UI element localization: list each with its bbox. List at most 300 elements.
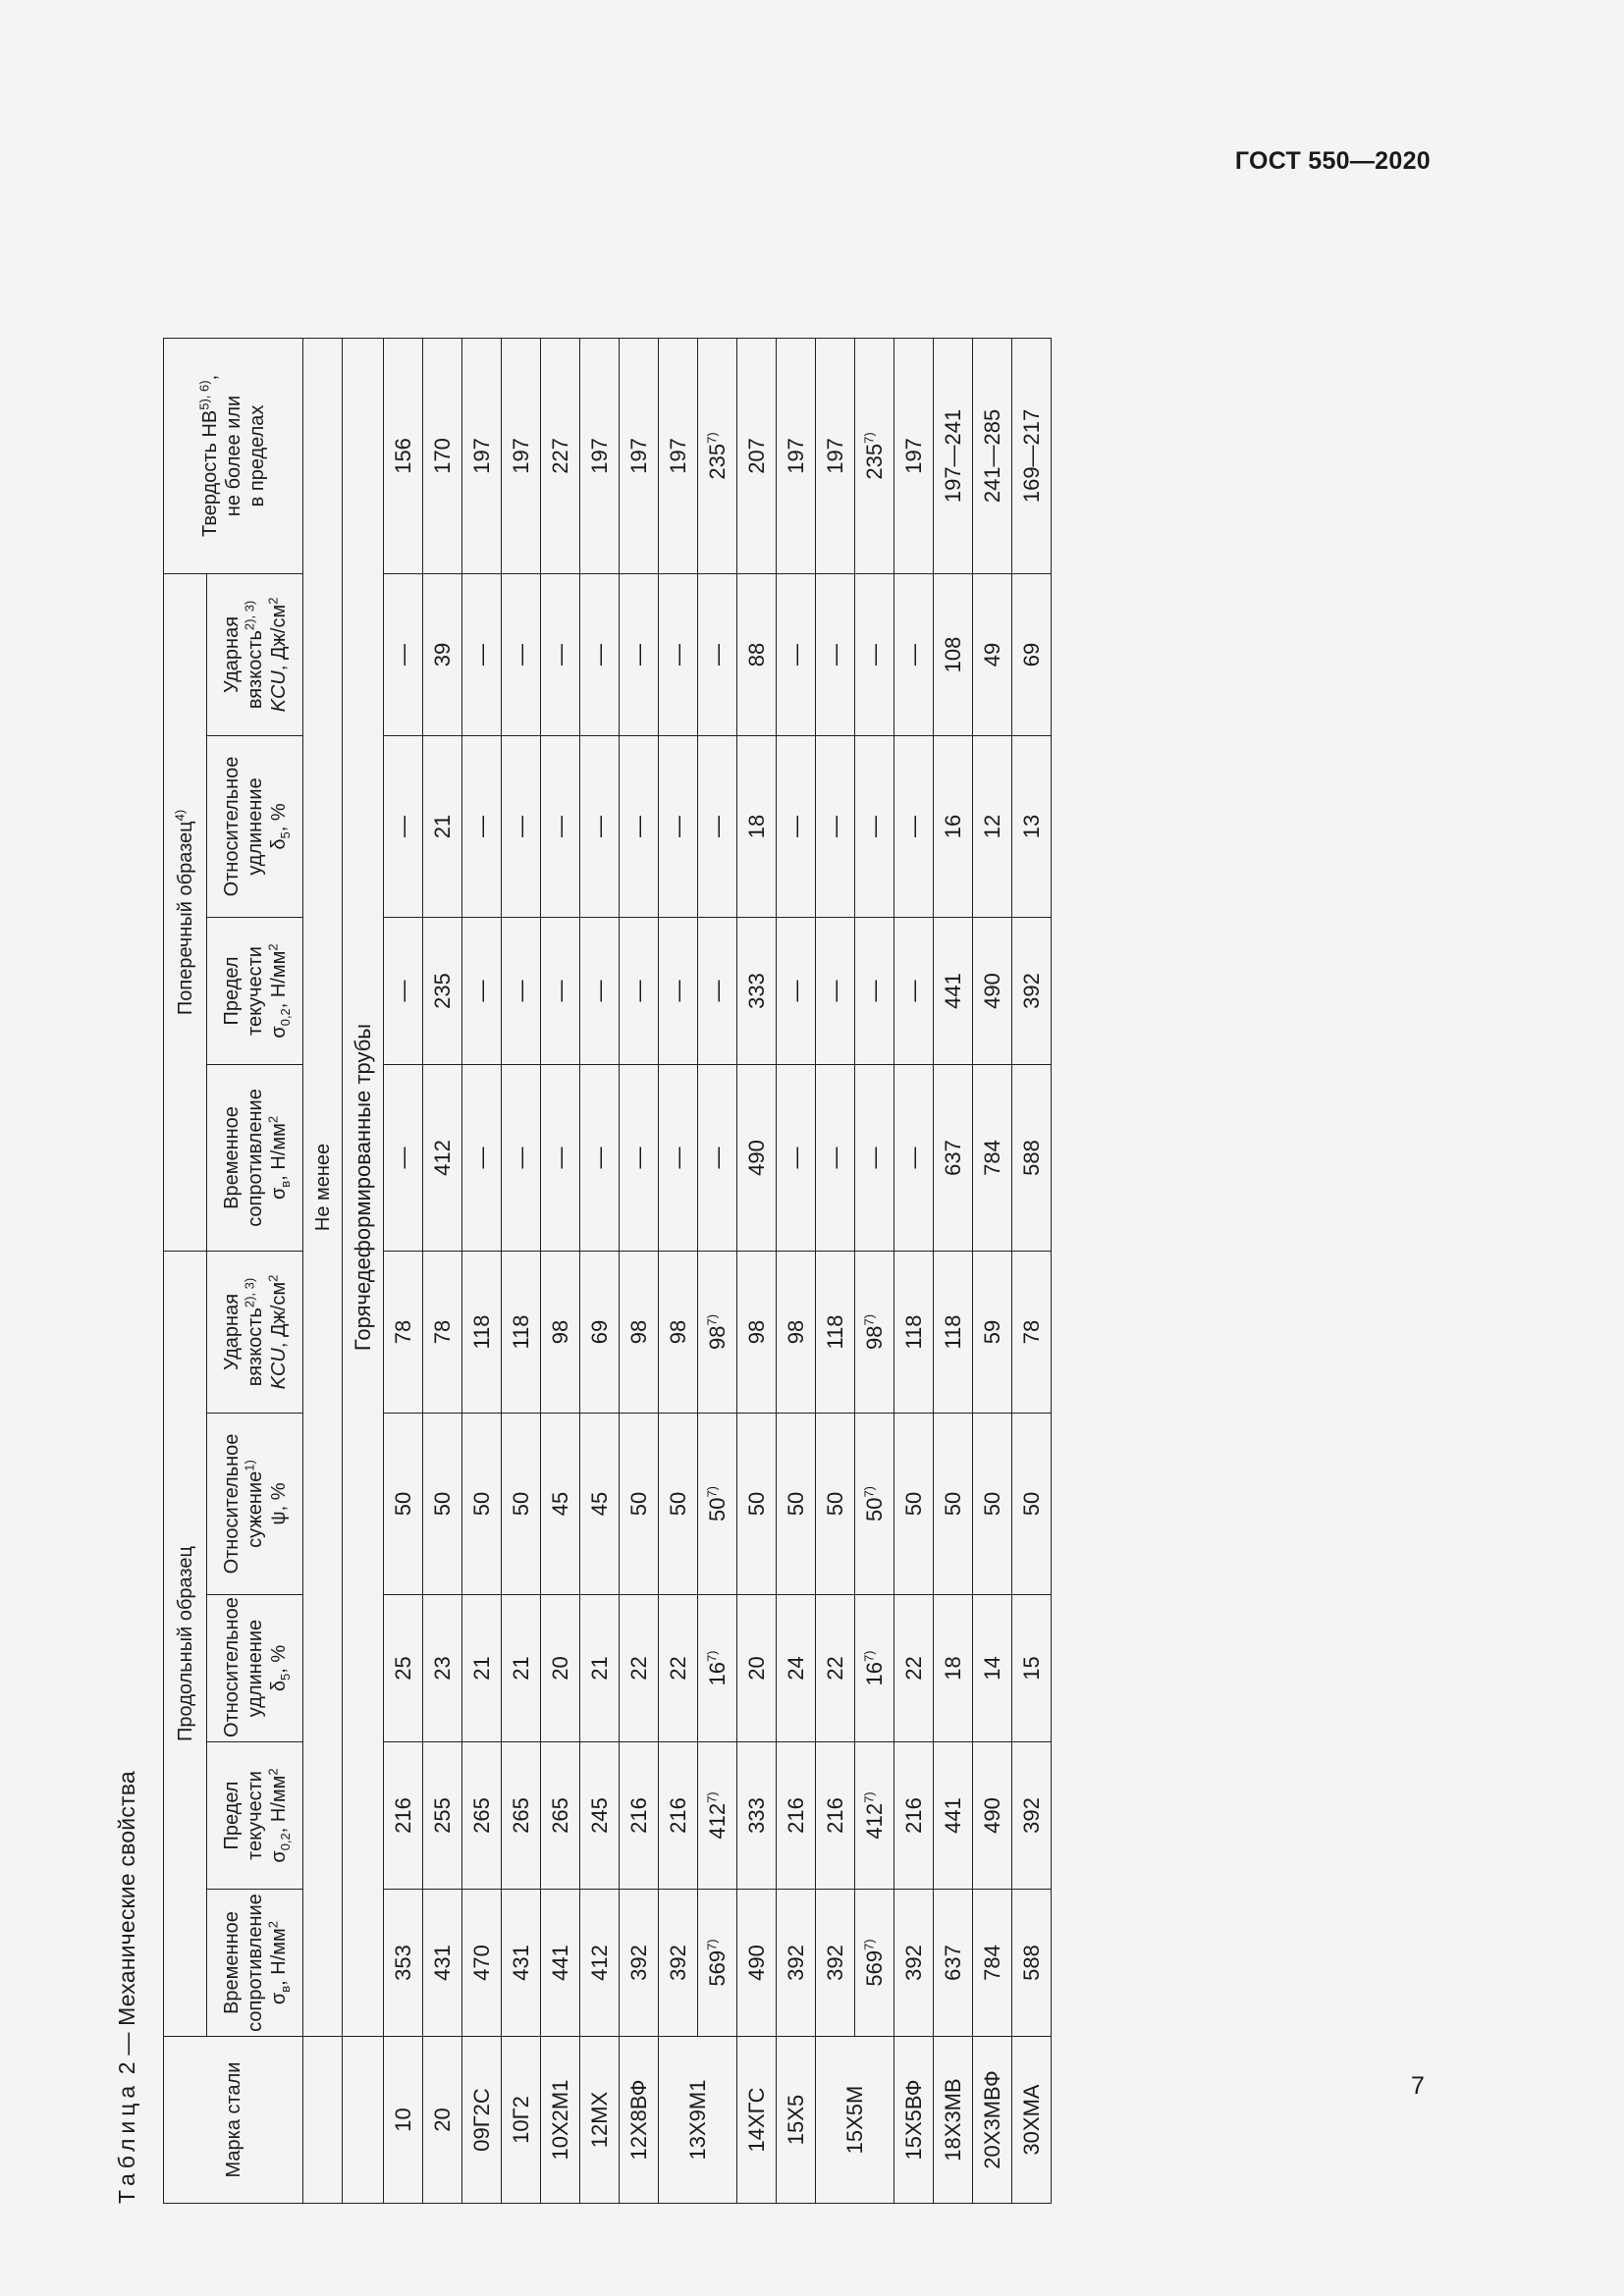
value-cell-l-ts <box>659 1890 698 2037</box>
cell-value: 88 <box>743 642 769 667</box>
value-cell-l-el <box>620 1595 659 1742</box>
value-cell-l-ts <box>462 1890 502 2037</box>
footnote-marker: 7) <box>861 1485 877 1498</box>
value-cell-t-kcu <box>659 573 698 735</box>
cell-value: 353 <box>390 1945 415 1981</box>
value-cell-t-ts <box>423 1064 462 1251</box>
footnote-marker: 7) <box>861 1313 877 1326</box>
cell-value: 235 <box>429 973 455 1009</box>
value-cell-t-ts <box>462 1064 502 1251</box>
cell-value: 50 <box>900 1491 926 1517</box>
value-cell-l-ys <box>855 1742 894 1890</box>
value-cell-t-kcu <box>423 573 462 735</box>
cell-value: 50 <box>783 1491 808 1517</box>
cell-value: 98 <box>743 1319 769 1345</box>
cell-value: — <box>900 1147 926 1169</box>
value-cell-l-ts <box>423 1890 462 2037</box>
table-row <box>580 338 620 2203</box>
footnote-marker: 7) <box>861 1939 877 1950</box>
cell-value: 21 <box>586 1656 612 1681</box>
value-cell-l-ys <box>894 1742 934 1890</box>
footnote-marker: 7) <box>704 1485 720 1498</box>
cell-value: 392 <box>900 1945 926 1981</box>
value-cell-l-kcu <box>816 1251 855 1413</box>
value-cell-l-nr <box>384 1414 423 1595</box>
cell-value: — <box>390 643 415 666</box>
cell-value: 392 <box>822 1945 847 1981</box>
value-cell-t-el <box>1012 735 1052 917</box>
value-cell-l-el <box>462 1595 502 1742</box>
value-cell-l-el <box>698 1595 737 1742</box>
value-cell-l-el <box>894 1595 934 1742</box>
value-cell-l-nr <box>777 1414 816 1595</box>
value-cell-l-nr <box>541 1414 580 1595</box>
cell-value: 21 <box>429 814 455 839</box>
cell-value: 441 <box>940 973 965 1009</box>
cell-value: 169—217 <box>1018 408 1044 504</box>
value-cell-t-kcu <box>1012 573 1052 735</box>
cell-value: 14 <box>979 1656 1004 1681</box>
cell-value: 197 <box>822 438 847 474</box>
value-cell-hb <box>894 338 934 573</box>
value-cell-hb <box>462 338 502 573</box>
cell-value: 490 <box>979 1797 1004 1834</box>
table-row <box>384 338 423 2203</box>
cell-value: 50 <box>1018 1491 1044 1517</box>
cell-value: 98 <box>704 1325 730 1351</box>
value-cell-l-kcu <box>423 1251 462 1413</box>
cell-value: 265 <box>508 1797 533 1834</box>
value-cell-l-ts <box>777 1890 816 2037</box>
grade-cell: 10Х2М1 <box>541 2037 580 2204</box>
cell-value: 216 <box>390 1797 415 1834</box>
value-cell-t-kcu <box>777 573 816 735</box>
value-cell-l-kcu <box>973 1251 1012 1413</box>
value-cell-t-ts <box>816 1064 855 1251</box>
value-cell-t-el <box>855 735 894 917</box>
table-row <box>462 338 502 2203</box>
cell-value: — <box>508 643 533 666</box>
cell-value: 78 <box>390 1319 415 1345</box>
value-cell-l-el <box>973 1595 1012 1742</box>
value-cell-l-el <box>423 1595 462 1742</box>
value-cell-t-el <box>620 735 659 917</box>
cell-value: 24 <box>783 1656 808 1681</box>
value-cell-hb <box>777 338 816 573</box>
cell-value: 441 <box>547 1945 572 1981</box>
cell-value: — <box>390 1147 415 1169</box>
long-impact-header: Ударная вязкость$^{2), 3)}$ KCU, $Дж/см^2$ <box>207 1251 303 1413</box>
value-cell-hb <box>384 338 423 573</box>
value-cell-t-el <box>384 735 423 917</box>
value-cell-l-el <box>502 1595 541 1742</box>
cell-value: 197 <box>468 438 494 474</box>
value-cell-t-kcu <box>894 573 934 735</box>
value-cell-t-el <box>777 735 816 917</box>
value-cell-l-ys <box>541 1742 580 1890</box>
table-row <box>423 338 462 2203</box>
cell-value: 118 <box>940 1314 965 1350</box>
cell-value: 50 <box>979 1491 1004 1517</box>
cell-value: 265 <box>468 1797 494 1834</box>
cell-value: — <box>468 1147 494 1169</box>
trans-impact-header: Ударная вязкость$^{2), 3)}$ KCU, $Дж/см^2$ <box>207 573 303 735</box>
cell-value: — <box>468 980 494 1002</box>
value-cell-t-ts <box>502 1064 541 1251</box>
cell-value: 98 <box>547 1319 572 1345</box>
cell-value: 22 <box>822 1656 847 1681</box>
transverse-group-label: Поперечный образец <box>174 821 196 1016</box>
cell-value: — <box>390 980 415 1002</box>
cell-value: 50 <box>940 1491 965 1517</box>
cell-value: 490 <box>743 1945 769 1981</box>
table-row <box>973 338 1012 2203</box>
long-narrowing-header: Относительное сужение$^{1)}$ ψ, % <box>207 1414 303 1595</box>
value-cell-t-ts <box>894 1064 934 1251</box>
value-cell-t-ys <box>541 917 580 1064</box>
value-cell-l-kcu <box>777 1251 816 1413</box>
table-row <box>659 338 698 2203</box>
value-cell-l-nr <box>620 1414 659 1595</box>
cell-value: 50 <box>429 1491 455 1517</box>
grade-cell: 10Г2 <box>502 2037 541 2204</box>
value-cell-l-kcu <box>620 1251 659 1413</box>
value-cell-l-el <box>855 1595 894 1742</box>
value-cell-t-el <box>737 735 777 917</box>
min-note-blank <box>303 2037 343 2204</box>
cell-value: 333 <box>743 1797 769 1834</box>
cell-value: 12 <box>979 814 1004 839</box>
value-cell-t-ts <box>698 1064 737 1251</box>
cell-value: 490 <box>979 973 1004 1009</box>
value-cell-t-ys <box>698 917 737 1064</box>
value-cell-l-el <box>1012 1595 1052 1742</box>
value-cell-l-nr <box>659 1414 698 1595</box>
cell-value: 216 <box>783 1797 808 1834</box>
grade-header: Марка стали <box>164 2037 303 2204</box>
cell-value: — <box>665 815 690 837</box>
cell-value: 45 <box>586 1491 612 1517</box>
footnote-marker: 7) <box>861 1791 877 1803</box>
value-cell-l-el <box>934 1595 973 1742</box>
value-cell-t-ys <box>384 917 423 1064</box>
value-cell-t-el <box>659 735 698 917</box>
cell-value: 118 <box>508 1314 533 1350</box>
cell-value: — <box>861 643 887 666</box>
table-row <box>894 338 934 2203</box>
cell-value: 15 <box>1018 1656 1044 1681</box>
value-cell-t-ys <box>462 917 502 1064</box>
value-cell-l-ts <box>816 1890 855 2037</box>
value-cell-hb <box>737 338 777 573</box>
table-row <box>698 338 737 2203</box>
grade-cell: 15Х5ВФ <box>894 2037 934 2204</box>
cell-value: 412 <box>429 1140 455 1176</box>
value-cell-l-kcu <box>541 1251 580 1413</box>
value-cell-l-ts <box>698 1890 737 2037</box>
value-cell-t-ys <box>894 917 934 1064</box>
rotated-table-block <box>114 231 1425 2204</box>
value-cell-l-nr <box>462 1414 502 1595</box>
cell-value: 21 <box>468 1656 494 1681</box>
value-cell-t-ys <box>934 917 973 1064</box>
cell-value: — <box>586 815 612 837</box>
value-cell-l-nr <box>737 1414 777 1595</box>
value-cell-hb <box>502 338 541 573</box>
table-row <box>737 338 777 2203</box>
value-cell-l-ys <box>1012 1742 1052 1890</box>
value-cell-t-kcu <box>384 573 423 735</box>
table-caption <box>114 1771 140 2204</box>
cell-value: 197—241 <box>940 408 965 504</box>
cell-value: 235 <box>861 443 887 480</box>
hardness-header: Твердость $НВ^{5), 6)}$, не более или в пределах <box>164 338 303 573</box>
table-row <box>934 338 973 2203</box>
table-caption-text: 2 — Механические свойства <box>114 1771 139 2075</box>
value-cell-t-ys <box>777 917 816 1064</box>
value-cell-l-kcu <box>894 1251 934 1413</box>
cell-value: 637 <box>940 1140 965 1176</box>
grade-cell: 15Х5М <box>816 2037 894 2204</box>
cell-value: 13 <box>1018 814 1044 839</box>
cell-value: 227 <box>547 438 572 474</box>
cell-value: — <box>704 643 730 666</box>
cell-value: 170 <box>429 438 455 474</box>
value-cell-l-ys <box>934 1742 973 1890</box>
footnote-marker: 7) <box>861 432 877 444</box>
cell-value: 98 <box>783 1319 808 1345</box>
cell-value: — <box>900 815 926 837</box>
value-cell-t-el <box>973 735 1012 917</box>
value-cell-t-ts <box>973 1064 1012 1251</box>
value-cell-t-el <box>894 735 934 917</box>
cell-value: — <box>547 815 572 837</box>
cell-value: 412 <box>704 1802 730 1840</box>
value-cell-l-kcu <box>934 1251 973 1413</box>
value-cell-t-ys <box>620 917 659 1064</box>
value-cell-t-ts <box>541 1064 580 1251</box>
cell-value: 25 <box>390 1656 415 1681</box>
cell-value: 392 <box>1018 973 1044 1009</box>
value-cell-l-ys <box>462 1742 502 1890</box>
cell-value: 22 <box>625 1656 651 1681</box>
value-cell-t-ts <box>384 1064 423 1251</box>
table-row <box>502 338 541 2203</box>
value-cell-hb <box>855 338 894 573</box>
value-cell-l-ts <box>541 1890 580 2037</box>
value-cell-l-ys <box>384 1742 423 1890</box>
cell-value: 118 <box>468 1314 494 1350</box>
cell-value: 50 <box>822 1491 847 1517</box>
value-cell-l-ys <box>737 1742 777 1890</box>
cell-value: 108 <box>940 636 965 673</box>
cell-value: 16 <box>861 1662 887 1686</box>
cell-value: 98 <box>625 1319 651 1345</box>
value-cell-l-nr <box>580 1414 620 1595</box>
cell-value: — <box>468 643 494 666</box>
value-cell-l-nr <box>502 1414 541 1595</box>
cell-value: 69 <box>1018 642 1044 667</box>
value-cell-l-ts <box>973 1890 1012 2037</box>
cell-value: 392 <box>625 1945 651 1981</box>
value-cell-l-nr <box>934 1414 973 1595</box>
value-cell-t-ys <box>855 917 894 1064</box>
longitudinal-group-header: Продольный образец <box>164 1251 207 2036</box>
value-cell-l-ts <box>384 1890 423 2037</box>
grade-cell: 18Х3МВ <box>934 2037 973 2204</box>
cell-value: 197 <box>900 438 926 474</box>
cell-value: 207 <box>743 438 769 474</box>
value-cell-t-el <box>462 735 502 917</box>
value-cell-l-ts <box>620 1890 659 2037</box>
value-cell-t-el <box>423 735 462 917</box>
cell-value: 333 <box>743 973 769 1009</box>
value-cell-hb <box>580 338 620 573</box>
cell-value: — <box>547 643 572 666</box>
cell-value: 784 <box>979 1140 1004 1176</box>
cell-value: — <box>783 980 808 1002</box>
value-cell-l-nr <box>973 1414 1012 1595</box>
cell-value: — <box>822 980 847 1002</box>
value-cell-hb <box>698 338 737 573</box>
value-cell-t-el <box>934 735 973 917</box>
cell-value: 588 <box>1018 1945 1044 1981</box>
min-note: Не менее <box>303 338 343 2036</box>
cell-value: — <box>783 1147 808 1169</box>
cell-value: 20 <box>743 1656 769 1681</box>
table-row <box>777 338 816 2203</box>
cell-value: 216 <box>822 1797 847 1834</box>
grade-cell: 13Х9М1 <box>659 2037 737 2204</box>
cell-value: 50 <box>390 1491 415 1517</box>
cell-value: 197 <box>665 438 690 474</box>
value-cell-l-kcu <box>698 1251 737 1413</box>
cell-value: 245 <box>586 1797 612 1834</box>
value-cell-l-nr <box>423 1414 462 1595</box>
document-standard-id: ГОСТ 550—2020 <box>1234 147 1431 175</box>
cell-value: — <box>508 1147 533 1169</box>
value-cell-l-ts <box>580 1890 620 2037</box>
value-cell-t-ys <box>502 917 541 1064</box>
footnote-marker: 7) <box>704 432 720 444</box>
value-cell-t-ts <box>934 1064 973 1251</box>
cell-value: — <box>861 815 887 837</box>
cell-value: 23 <box>429 1656 455 1681</box>
cell-value: 392 <box>783 1945 808 1981</box>
value-cell-t-ts <box>777 1064 816 1251</box>
cell-value: 197 <box>586 438 612 474</box>
cell-value: 16 <box>704 1662 730 1686</box>
value-cell-l-ts <box>934 1890 973 2037</box>
cell-value: 22 <box>900 1656 926 1681</box>
cell-value: 490 <box>743 1140 769 1176</box>
trans-elongation-header: Относительное удлинение $\delta_5$, % <box>207 735 303 917</box>
value-cell-t-kcu <box>502 573 541 735</box>
trans-yield-header: Предел текучести $\sigma_{0,2}$, $Н/мм^2$ <box>207 917 303 1064</box>
cell-value: — <box>900 643 926 666</box>
cell-value: 412 <box>586 1945 612 1981</box>
grade-cell: 14ХГС <box>737 2037 777 2204</box>
value-cell-hb <box>423 338 462 573</box>
cell-value: 69 <box>586 1319 612 1345</box>
value-cell-l-ts <box>502 1890 541 2037</box>
value-cell-l-nr <box>698 1414 737 1595</box>
value-cell-t-kcu <box>737 573 777 735</box>
cell-value: 197 <box>783 438 808 474</box>
mechanical-properties-table <box>163 338 1052 2204</box>
value-cell-l-ts <box>855 1890 894 2037</box>
cell-value: 18 <box>743 814 769 839</box>
grade-cell: 20 <box>423 2037 462 2204</box>
cell-value: — <box>900 980 926 1002</box>
cell-value: 22 <box>665 1656 690 1681</box>
value-cell-t-ys <box>1012 917 1052 1064</box>
value-cell-t-ts <box>855 1064 894 1251</box>
value-cell-hb <box>816 338 855 573</box>
cell-value: 431 <box>508 1945 533 1981</box>
value-cell-t-ts <box>737 1064 777 1251</box>
grade-cell: 30ХМА <box>1012 2037 1052 2204</box>
value-cell-l-ys <box>777 1742 816 1890</box>
section-blank <box>343 2037 384 2204</box>
value-cell-l-kcu <box>502 1251 541 1413</box>
table-row <box>816 338 855 2203</box>
transverse-footnote: 4) <box>171 809 187 822</box>
value-cell-l-kcu <box>1012 1251 1052 1413</box>
cell-value: — <box>625 815 651 837</box>
cell-value: — <box>783 815 808 837</box>
value-cell-t-kcu <box>462 573 502 735</box>
value-cell-t-ys <box>580 917 620 1064</box>
cell-value: — <box>822 1147 847 1169</box>
value-cell-l-el <box>777 1595 816 1742</box>
cell-value: 21 <box>508 1656 533 1681</box>
value-cell-l-ys <box>502 1742 541 1890</box>
cell-value: 588 <box>1018 1140 1044 1176</box>
cell-value: 637 <box>940 1945 965 1981</box>
cell-value: — <box>625 980 651 1002</box>
cell-value: 156 <box>390 438 415 474</box>
value-cell-t-kcu <box>855 573 894 735</box>
cell-value: 20 <box>547 1656 572 1681</box>
value-cell-hb <box>934 338 973 573</box>
cell-value: 50 <box>861 1497 887 1522</box>
value-cell-l-el <box>384 1595 423 1742</box>
table-row <box>541 338 580 2203</box>
cell-value: 98 <box>861 1325 887 1351</box>
footnote-marker: 7) <box>704 1939 720 1950</box>
cell-value: — <box>783 643 808 666</box>
value-cell-t-ts <box>1012 1064 1052 1251</box>
cell-value: 265 <box>547 1797 572 1834</box>
cell-value: 216 <box>625 1797 651 1834</box>
cell-value: 241—285 <box>979 408 1004 504</box>
cell-value: 441 <box>940 1797 965 1834</box>
value-cell-l-el <box>737 1595 777 1742</box>
cell-value: — <box>625 1147 651 1169</box>
value-cell-l-kcu <box>659 1251 698 1413</box>
value-cell-l-nr <box>855 1414 894 1595</box>
cell-value: — <box>665 643 690 666</box>
value-cell-t-kcu <box>816 573 855 735</box>
long-yield-header: Предел текучести $\sigma_{0,2}$, $Н/мм^2$ <box>207 1742 303 1890</box>
cell-value: 50 <box>704 1497 730 1522</box>
value-cell-hb <box>973 338 1012 573</box>
cell-value: 392 <box>665 1945 690 1981</box>
value-cell-t-ts <box>620 1064 659 1251</box>
cell-value: — <box>704 980 730 1002</box>
cell-value: — <box>547 1147 572 1169</box>
